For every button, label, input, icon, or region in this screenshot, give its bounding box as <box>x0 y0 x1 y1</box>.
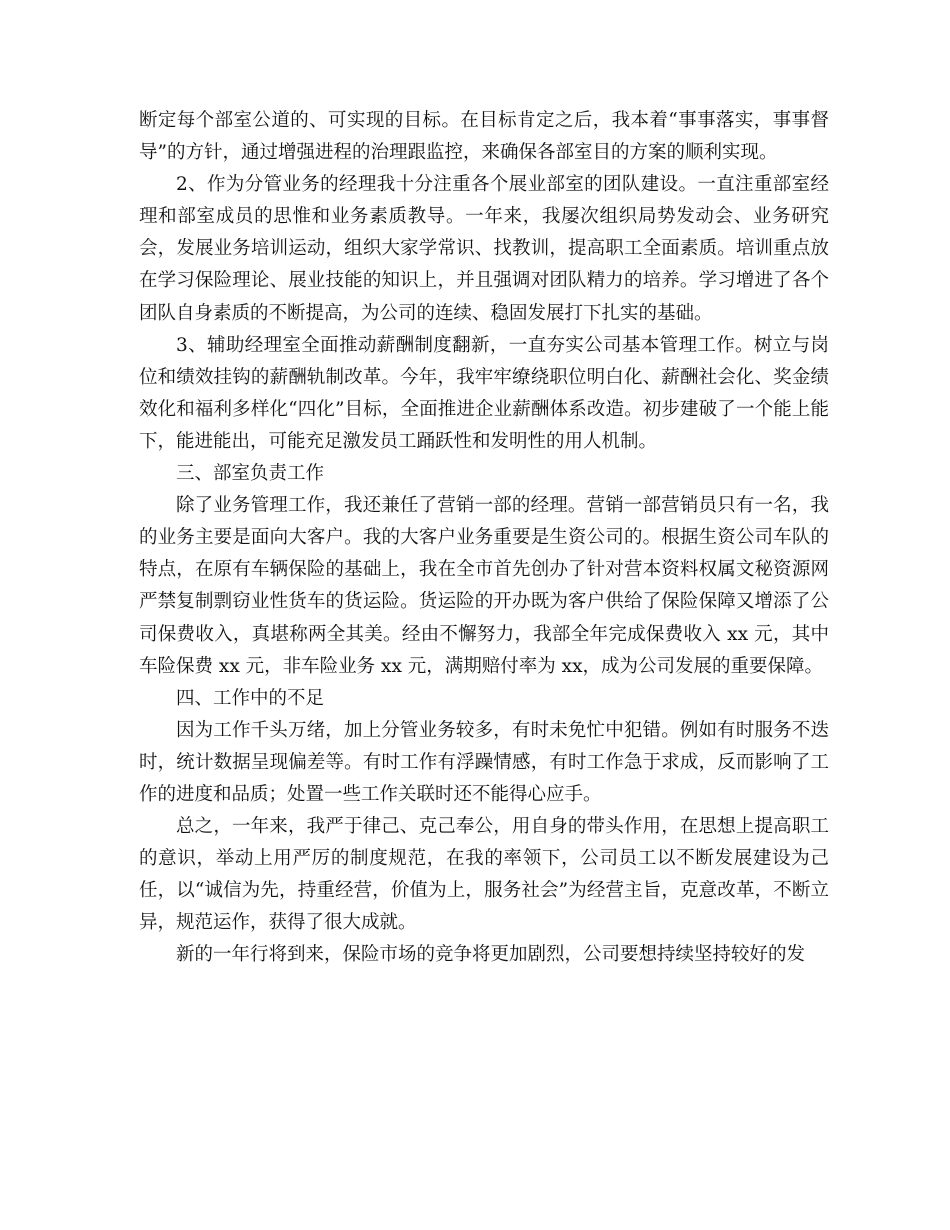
paragraph-7: 新的一年行将到来，保险市场的竞争将更加剧烈，公司要想持续坚持较好的发 <box>176 944 806 966</box>
section-heading-3: 三、部室负责工作 <box>176 463 325 485</box>
document-page <box>139 105 829 972</box>
paragraph-1: 断定每个部室公道的、可实现的目标。在目标肯定之后，我本着“事事落实，事事督导”的方针，通过增强进程的治理跟监控，来确保各部室目的方案的顺利实现。 <box>139 110 829 164</box>
paragraph-6: 总之，一年来，我严于律己、克己奉公，用自身的带头作用，在思想上提高职工的意识，举动上用严厉的制度规范，在我的率领下，公司员工以不断发展建设为己任，以“诚信为先，持重经营，价值为上，服务社会”为经营主旨，克意改革，不断立异，规范运作，获得了很大成就。 <box>139 816 829 934</box>
section-heading-4: 四、工作中的不足 <box>176 687 325 709</box>
paragraph-3: 3、辅助经理室全面推动薪酬制度翻新，一直夯实公司基本管理工作。树立与岗位和绩效挂钩的薪酬轨制改革。今年，我牢牢缭绕职位明白化、薪酬社会化、奖金绩效化和福利多样化“四化”目标，全面推进企业薪酬体系改造。初步建破了一个能上能下，能进能出，可能充足激发员工踊跃性和发明性的用人机制。 <box>139 334 829 452</box>
paragraph-2: 2、作为分管业务的经理我十分注重各个展业部室的团队建设。一直注重部室经理和部室成员的思惟和业务素质教导。一年来，我屡次组织局势发动会、业务研究会，发展业务培训运动，组织大家学常识、找教训，提高职工全面素质。培训重点放在学习保险理论、展业技能的知识上，并且强调对团队精力的培养。学习增进了各个团队自身素质的不断提高，为公司的连续、稳固发展打下扎实的基础。 <box>139 174 829 324</box>
paragraph-5: 因为工作千头万绪，加上分管业务较多，有时未免忙中犯错。例如有时服务不迭时，统计数据呈现偏差等。有时工作有浮躁情感，有时工作急于求成，反而影响了工作的进度和品质；处置一些工作关联时还不能得心应手。 <box>139 719 829 805</box>
paragraph-4: 除了业务管理工作，我还兼任了营销一部的经理。营销一部营销员只有一名，我的业务主要是面向大客户。我的大客户业务重要是生资公司的。根据生资公司车队的特点，在原有车辆保险的基础上，我在全市首先创办了针对营本资料权属文秘资源网严禁复制剽窃业性货车的货运险。货运险的开办既为客户供给了保险保障又增添了公司保费收入，真堪称两全其美。经由不懈努力，我部全年完成保费收入 xx 元，其中车险保费 xx 元，非车险业务 xx 元，满期赔付率为 xx，成为公司发展的重要保障。 <box>139 495 829 677</box>
